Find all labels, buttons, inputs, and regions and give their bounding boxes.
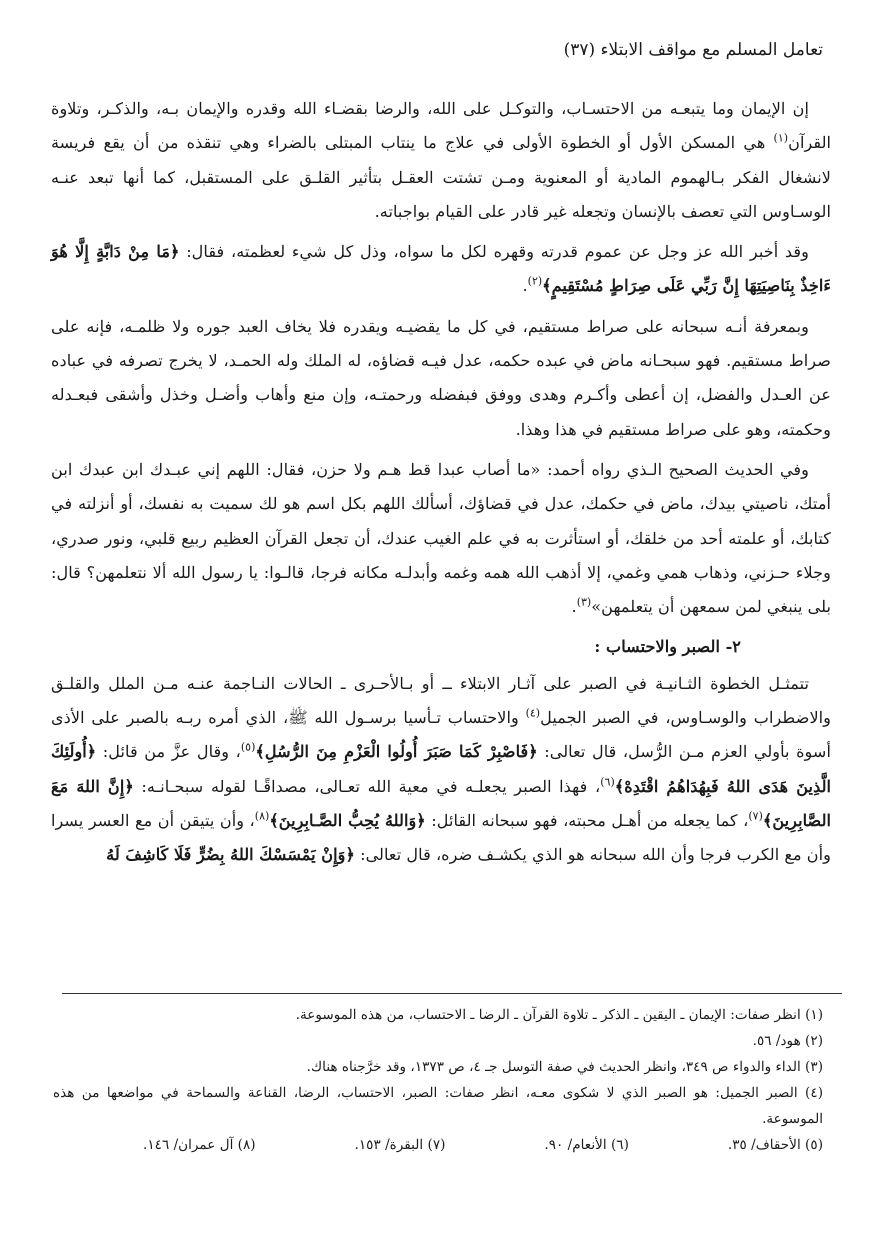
- section-heading: ٢- الصبر والاحتساب :: [594, 637, 741, 657]
- running-title: تعامل المسلم مع مواقف الابتلاء: [600, 40, 823, 60]
- quran-verse: ﴿وَاللهُ يُحِبُّ الصَّـابِرِينَ﴾: [269, 810, 426, 830]
- footnote-ref-3[interactable]: (٣): [576, 595, 592, 609]
- text-run: هي المسكن الأول أو الخطوة الأولى في علاج ما ينتاب المبتلى بالضراء وهي تنقذه من أن يقع فريسة لانشغال الفكر بـالهموم المادية أو المعنوية ومـن تشتت العقـل بتأثير القلـق على المستقبل، كما أنها تبعد عنـه الوسـاوس التي تعصف بالإنسان وتجعله غير قادر على القيام بواجباته.: [51, 133, 831, 221]
- footnotes: [53, 1002, 823, 1158]
- text-run: وفي الحديث الصحيح الـذي رواه أحمد: «ما أصاب عبدا قط هـم ولا حزن، فقال: اللهم إني عبـدك ابن عبدك ابن أمتك، ناصيتي بيدك، ماض في حكمك، عدل في قضاؤك، أسألك اللهم بكل اسم هو لك سميت به نفسك، أو أنزلته في كتابك، أو علمته أحد من خلقك، أو استأثرت به في علم الغيب عندك، أن تجعل القرآن العظيم ربيع قلبي، ونور صدري، وجلاء حـزني، وذهاب همي وغمي، إلا أذهب الله همه وغمه وأبدلـه مكانه فرجا، قالـوا: يا رسول الله ألا نتعلمهن؟ قال: بلى ينبغي لمن سمعهن أن يتعلمهن»: [51, 459, 831, 617]
- footnote-ref-4[interactable]: (٤): [525, 706, 541, 720]
- footnote-divider: [62, 993, 842, 994]
- text-run: .: [522, 276, 528, 296]
- quran-verse: ﴿وَإِنْ يَمْسَسْكَ اللهُ بِضُرٍّ فَلَا كَاشِفَ لَهُ: [106, 845, 355, 865]
- paragraph-4: [51, 453, 831, 624]
- footnote-ref-7[interactable]: (٧): [748, 809, 763, 823]
- footnote-ref-5[interactable]: (٥): [240, 740, 256, 754]
- paragraph-5: [51, 667, 831, 873]
- text-run: تتمثـل الخطوة الثـانيـة في الصبر على آثـار الابتلاء ــ أو بـالأحـرى ـ الحالات النـاجمة عنـه مـن الملل والقلـق والاضطراب والوسـاوس، في الصبر الجميل: [51, 673, 831, 728]
- footnote-ref-2[interactable]: (٢): [527, 275, 543, 289]
- paragraph-3: وبمعرفة أنـه سبحانه على صراط مستقيم، في كل ما يقضيـه ويقدره فلا يخاف العبد جوره ولا ظلمـه، فإنه على صراط مستقيم. فهو سبحـانه ماض في عبده حكمه، عدل فيـه قضاؤه، له الملك وله الحمـد، لا يخرج تصرفه في عباده عن العـدل والفضل، إن أعطى وأكـرم وهدى ووفق فبفضله ورحمتـه، وإن منع وأهاب وأضـل وخذل وأشقى فبعـدله وحكمته، وهو على صراط مستقيم في هذا وهذا.: [51, 316, 831, 439]
- text-run: وقد أخبر الله عز وجل عن عموم قدرته وقهره لكل ما سواه، وذل كل شيء لعظمته، فقال:: [179, 242, 809, 262]
- quran-verse: ﴿إِنَّ اللهَ مَعَ الصَّابِرِينَ﴾: [51, 776, 832, 830]
- quran-verse: ﴿مَا مِنْ دَابَّةٍ إِلَّا هُوَ ءَاخِذٌ بِنَاصِيَتِهَا إِنَّ رَبِّي عَلَى صِرَاطٍ مُسْتَقِيمٍ﴾: [51, 242, 831, 296]
- paragraph-2: [51, 235, 831, 304]
- footnote-3: (٣) الداء والدواء ص ٣٤٩، وانظر الحديث في صفة التوسل جـ ٤، ص ١٣٧٣، وقد خرَّجناه هناك.: [306, 1059, 823, 1075]
- text-run: والاحتساب تـأسيا برسـول الله ﷺ، الذي أمره ربـه بالصبر على الأذى أسوة بأولي العزم مـن الرُّسل، قال تعالى:: [51, 708, 831, 762]
- text-run: إن الإيمان وما يتبعـه من الاحتسـاب، والتوكـل على الله، والرضا بقضـاء الله وقدره والإيمان بـه، والذكـر، وتلاوة القرآن: [51, 99, 831, 153]
- quran-verse: ﴿فَاصْبِرْ كَمَا صَبَرَ أُولُوا الْعَزْمِ مِنَ الرُّسُلِ﴾: [255, 742, 538, 762]
- quran-verse: ﴿أُولَئِكَ الَّذِينَ هَدَى اللهُ فَبِهُدَاهُمُ اقْتَدِهْ﴾: [51, 742, 831, 796]
- text-run: ، وأن يتيقن أن مع العسر يسرا وأن مع الكرب فرجا وأن الله سبحانه هو الذي يكشـف ضره، قال تعالى:: [51, 810, 831, 865]
- footnote-5: (٥) الأحقاف/ ٣٥.: [727, 1137, 823, 1153]
- running-header: [63, 40, 823, 60]
- footnote-6: (٦) الأنعام/ ٩٠.: [544, 1137, 629, 1153]
- footnote-4: (٤) الصبر الجميل: هو الصبر الذي لا شكوى معـه، انظر صفات: الصبر، الاحتساب، الرضا، القناعة والسماحة في مواضعها من هذه الموسوعة.: [53, 1085, 823, 1127]
- text-run: .: [571, 597, 577, 617]
- footnote-ref-8[interactable]: (٨): [254, 809, 270, 823]
- footnote-1: (١) انظر صفات: الإيمان ـ اليقين ـ الذكر ـ تلاوة القرآن ـ الرضا ـ الاحتساب، من هذه الموسوعة.: [295, 1007, 823, 1023]
- footnote-7: (٧) البقرة/ ١٥٣.: [354, 1137, 446, 1153]
- footnotes-row: [143, 1132, 823, 1158]
- footnote-ref-6[interactable]: (٦): [600, 775, 615, 789]
- text-run: ، فهذا الصبر يجعلـه في معية الله تعـالى، مصداقًـا لقوله سبحـانـه:: [133, 776, 601, 796]
- footnote-ref-1[interactable]: (١): [773, 131, 789, 145]
- text-run: ، وقال عزَّ من قائل:: [96, 742, 241, 762]
- page-number: (٣٧): [563, 40, 596, 60]
- footnote-2: (٢) هود/ ٥٦.: [752, 1033, 823, 1049]
- main-text: [51, 92, 831, 879]
- text-run: ، كما يجعله من أهـل محبته، فهو سبحانه القائل:: [425, 810, 749, 830]
- paragraph-1: [51, 92, 831, 229]
- footnote-8: (٨) آل عمران/ ١٤٦.: [143, 1137, 256, 1153]
